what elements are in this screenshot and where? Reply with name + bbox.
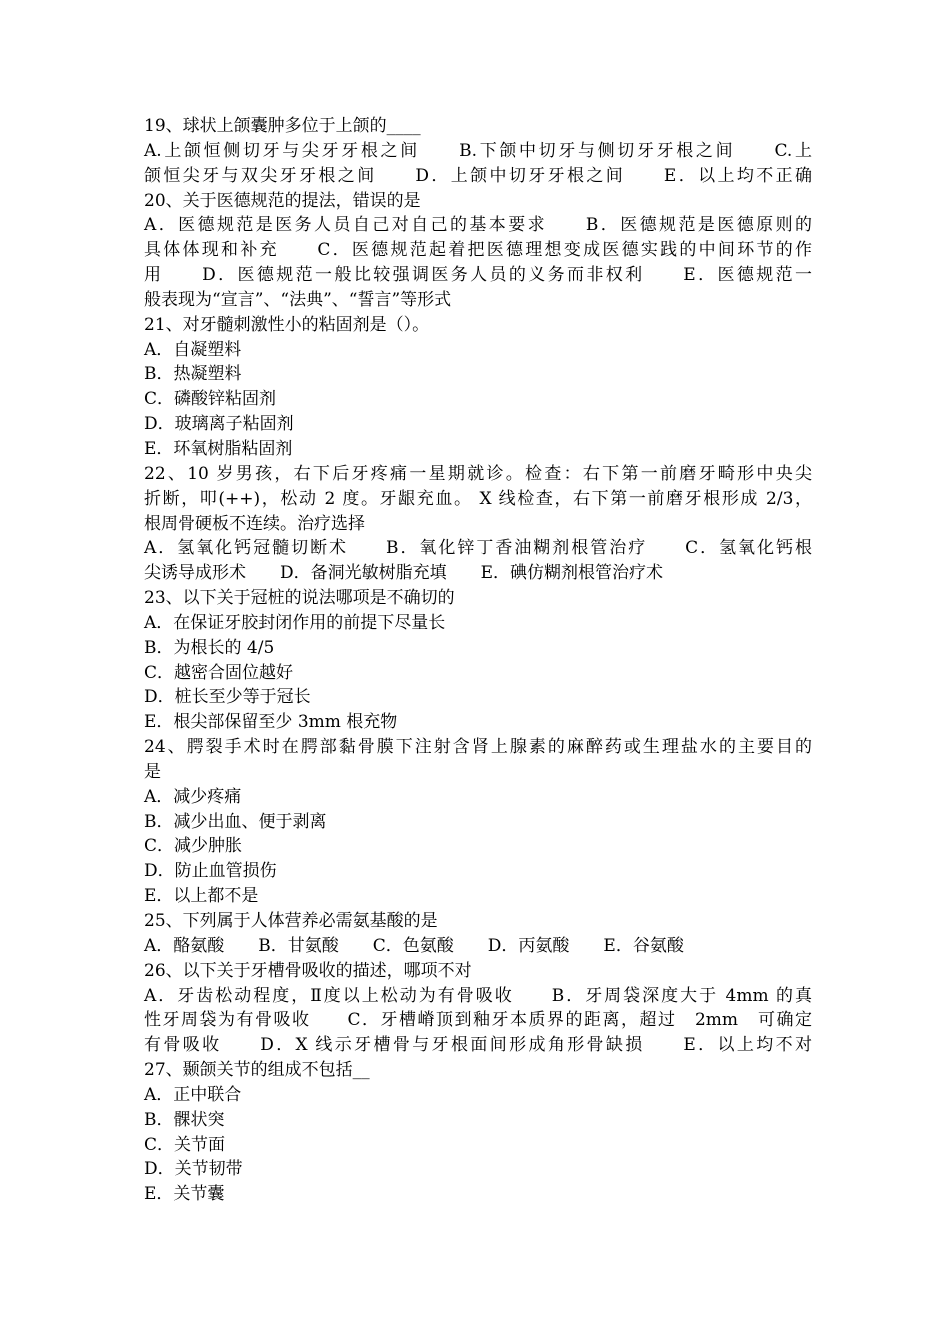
text-line: 23、以下关于冠桩的说法哪项是不确切的 xyxy=(144,588,455,609)
text-line: 24、腭裂手术时在腭部黏骨膜下注射含肾上腺素的麻醉药或生理盐水的主要目的 xyxy=(144,737,812,758)
text-line: D．桩长至少等于冠长 xyxy=(144,687,311,708)
text-line: B．髁状突 xyxy=(144,1109,225,1130)
text-line: D．玻璃离子粘固剂 xyxy=(144,414,294,435)
text-line: 19、球状上颌囊肿多位于上颌的____ xyxy=(144,116,421,136)
text-line: A．牙齿松动程度，Ⅱ度以上松动为有骨吸收 B．牙周袋深度大于 4mm 的真 xyxy=(144,985,812,1006)
document-body xyxy=(144,114,812,1207)
text-line: B．热凝塑料 xyxy=(144,364,242,385)
text-line: C．磷酸锌粘固剂 xyxy=(144,389,277,410)
text-line: 是 xyxy=(144,761,161,782)
text-line: A．氢氧化钙冠髓切断术 B．氧化锌丁香油糊剂根管治疗 C．氢氧化钙根 xyxy=(144,538,812,559)
text-line: 20、关于医德规范的提法，错误的是 xyxy=(144,190,421,211)
text-line: 根周骨硬板不连续。治疗选择 xyxy=(144,513,365,534)
text-line: 性牙周袋为有骨吸收 C．牙槽嵴顶到釉牙本质界的距离，超过 2mm 可确定 xyxy=(144,1010,812,1031)
text-line: 折断，叩(++)，松动 2 度。牙龈充血。 X 线检查，右下第一前磨牙根形成 2/3， xyxy=(144,488,812,509)
text-line: D．防止血管损伤 xyxy=(144,861,277,882)
text-line: B．为根长的 4/5 xyxy=(144,637,275,658)
text-line: B．减少出血、便于剥离 xyxy=(144,811,327,832)
text-line: A．自凝塑料 xyxy=(144,339,242,360)
text-line: 26、以下关于牙槽骨吸收的描述，哪项不对 xyxy=(144,960,472,981)
text-line: E．根尖部保留至少 3mm 根充物 xyxy=(144,712,398,733)
text-line: C．减少肿胀 xyxy=(144,836,243,857)
text-line: 颌恒尖牙与双尖牙牙根之间 D．上颌中切牙牙根之间 E．以上均不正确 xyxy=(144,165,812,186)
text-line: C．关节面 xyxy=(144,1134,226,1155)
text-line: 22、10 岁男孩，右下后牙疼痛一星期就诊。检查：右下第一前磨牙畸形中央尖 xyxy=(144,463,812,484)
text-line: A．在保证牙胶封闭作用的前提下尽量长 xyxy=(144,612,446,633)
text-line: 具体体现和补充 C．医德规范起着把医德理想变成医德实践的中间环节的作 xyxy=(144,240,812,261)
text-line: A.上颌恒侧切牙与尖牙牙根之间 B.下颌中切牙与侧切牙牙根之间 C.上 xyxy=(144,140,812,161)
text-line: D．关节韧带 xyxy=(144,1159,243,1180)
text-line: 21、对牙髓刺激性小的粘固剂是（）。 xyxy=(144,314,430,335)
text-line: A．减少疼痛 xyxy=(144,786,242,807)
text-line: 25、下列属于人体营养必需氨基酸的是 xyxy=(144,911,438,931)
text-line: 用 D．医德规范一般比较强调医务人员的义务而非权利 E．医德规范一 xyxy=(144,265,812,286)
text-line: C．越密合固位越好 xyxy=(144,662,294,683)
text-line: A．正中联合 xyxy=(144,1084,242,1105)
text-line: A．酪氨酸 B．甘氨酸 C．色氨酸 D．丙氨酸 E．谷氨酸 xyxy=(144,935,684,956)
text-line: E．环氧树脂粘固剂 xyxy=(144,438,293,459)
text-line: 27、颞颌关节的组成不包括__ xyxy=(144,1060,370,1081)
text-line: 尖诱导成形术 D．备洞光敏树脂充填 E．碘仿糊剂根管治疗术 xyxy=(144,563,664,584)
text-line: E．关节囊 xyxy=(144,1184,225,1205)
text-line: E．以上都不是 xyxy=(144,886,259,907)
text-line: 般表现为“宣言”、“法典”、“誓言”等形式 xyxy=(144,289,452,310)
text-line: 有骨吸收 D．X 线示牙槽骨与牙根面间形成角形骨缺损 E．以上均不对 xyxy=(144,1035,812,1056)
text-line: A．医德规范是医务人员自己对自己的基本要求 B．医德规范是医德原则的 xyxy=(144,215,812,236)
